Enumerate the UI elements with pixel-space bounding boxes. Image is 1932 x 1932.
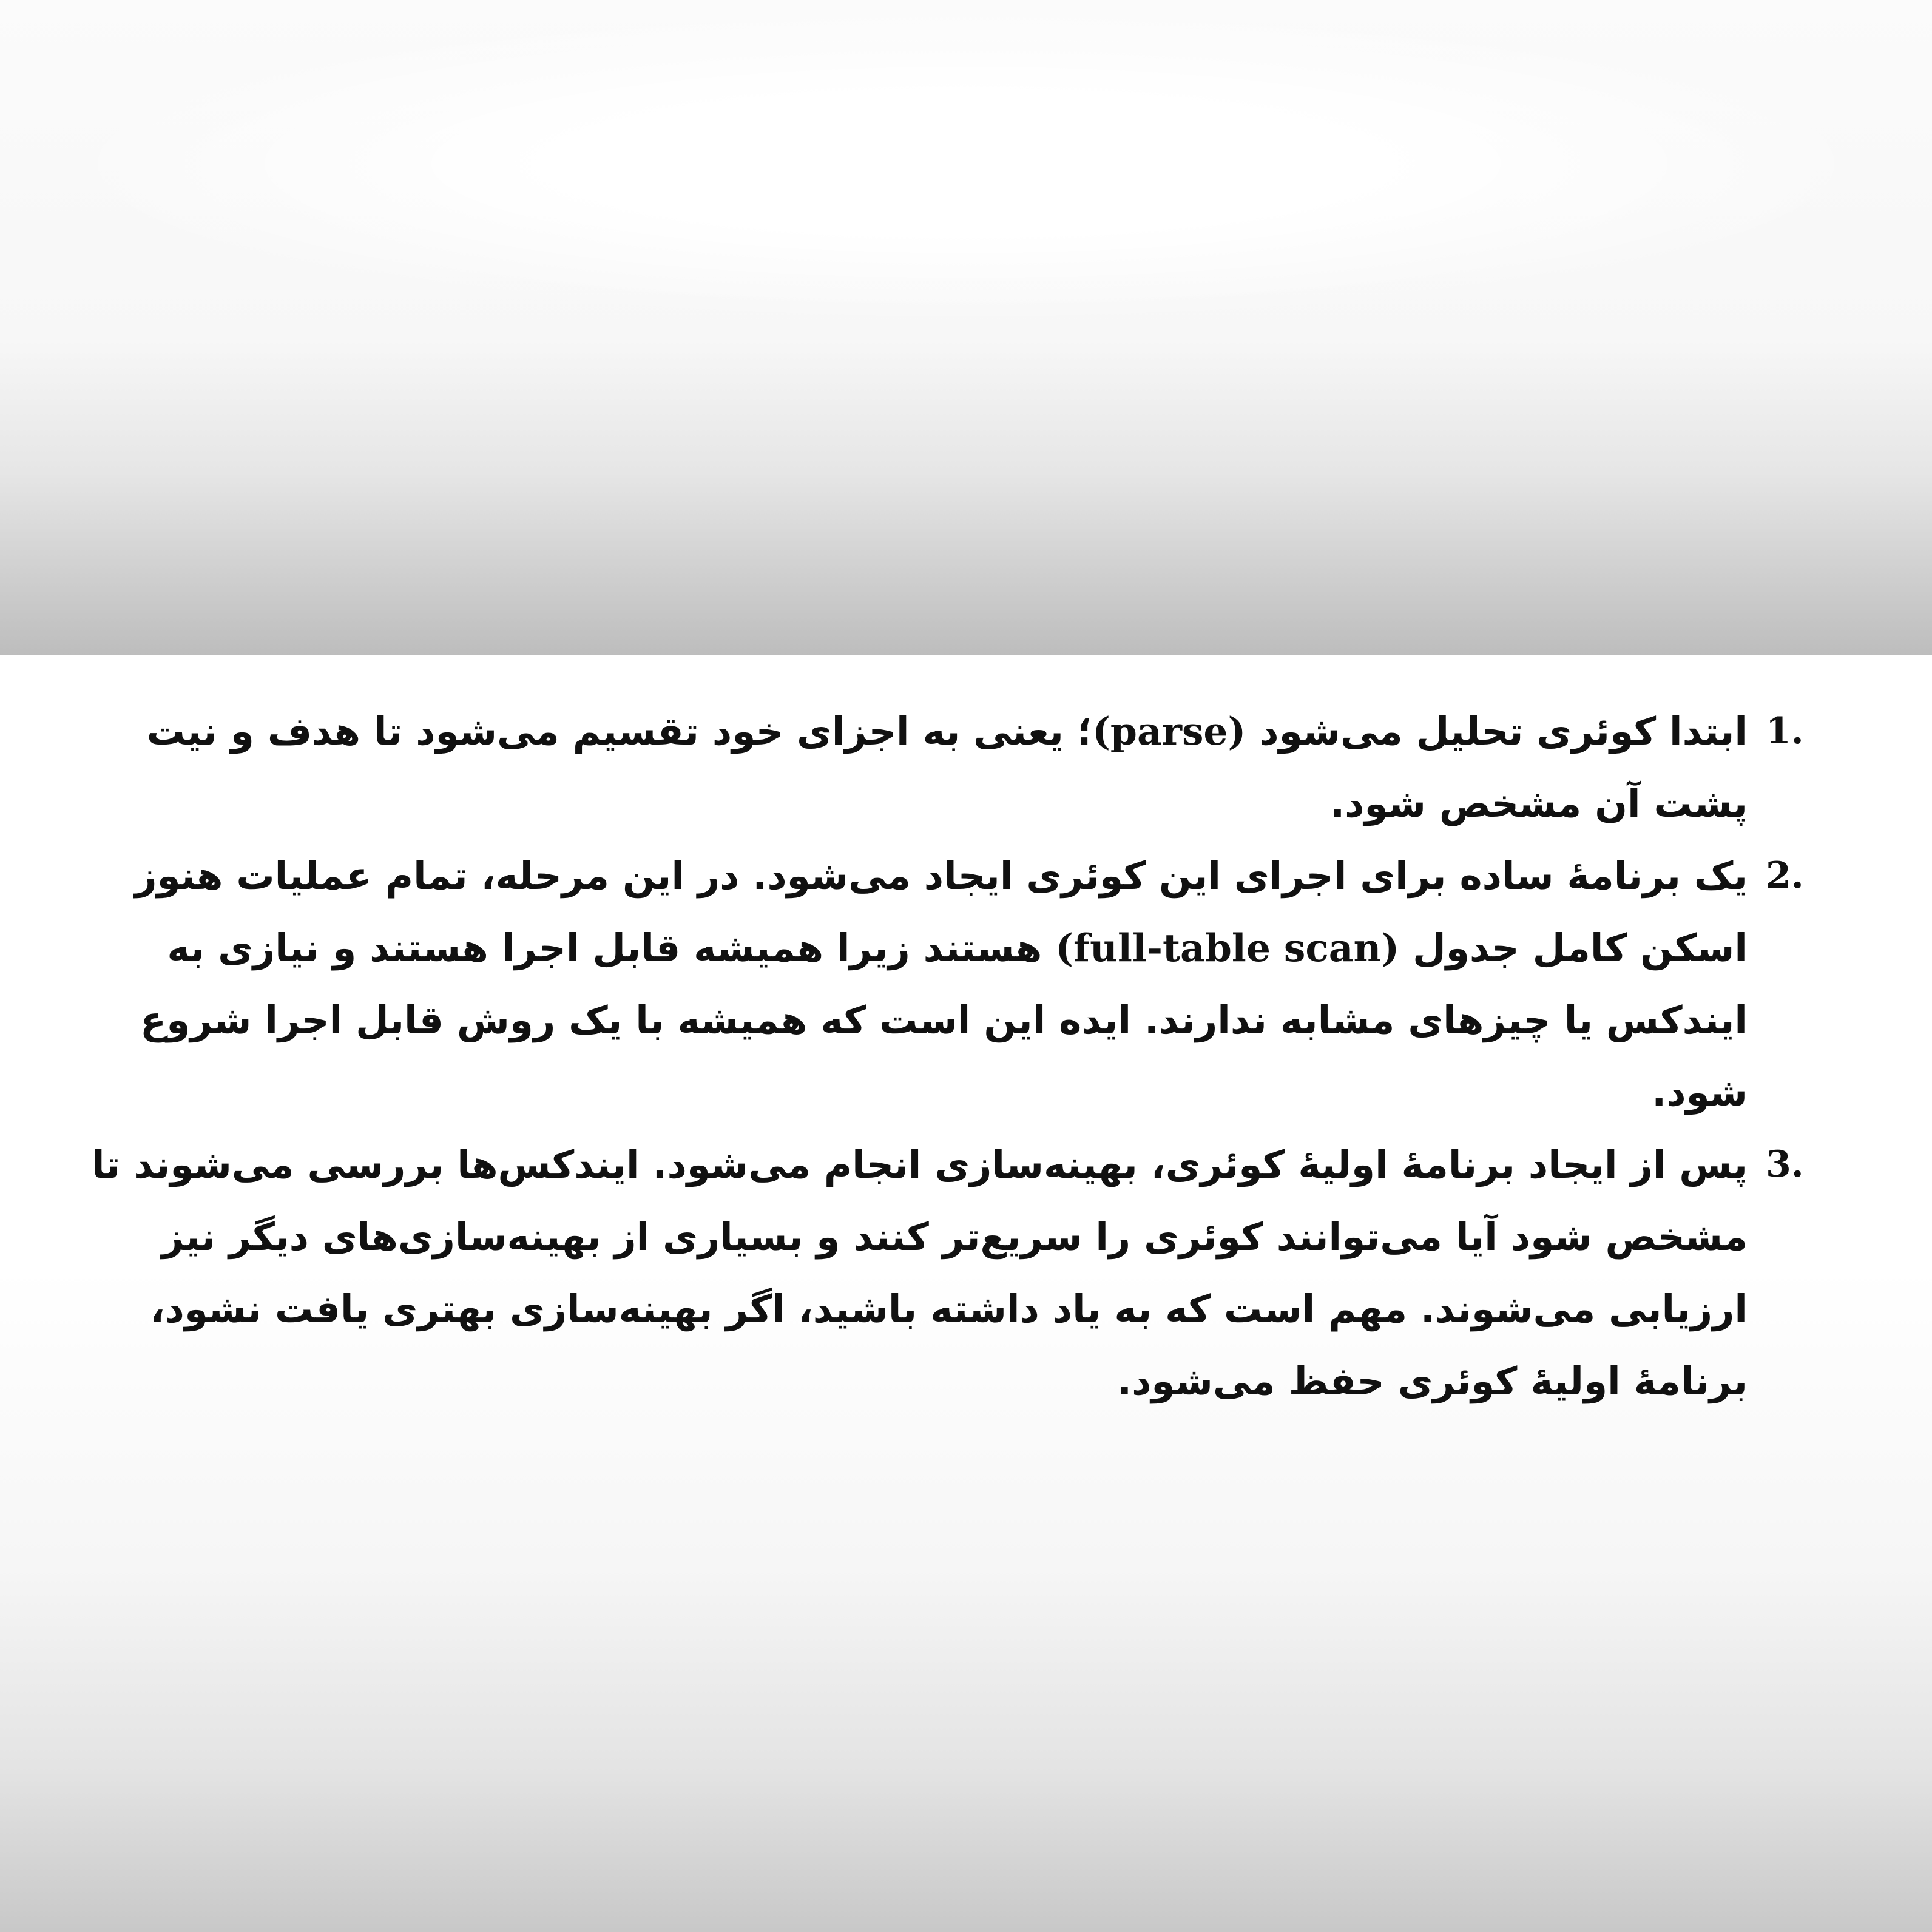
- list-item-number: 3.: [1766, 1143, 1804, 1186]
- list-item-term: (full-table scan): [1055, 925, 1400, 970]
- list-item-text: پس از ایجاد برنامهٔ اولیهٔ کوئری، بهینه‌سازی انجام می‌شود. ایندکس‌ها بررسی می‌شوند تا مشخص شود آیا می‌توانند کوئری را سریع‌تر کنند و بسیاری از بهینه‌سازی‌های دیگر نیز ارزیابی می‌شوند. مهم است که به یاد داشته باشید، اگر بهینه‌سازی بهتری یافت نشود، برنامهٔ اولیهٔ کوئری حفظ می‌شود.: [92, 1143, 1748, 1403]
- numbered-list: [63, 695, 1820, 1417]
- list-item: [63, 1129, 1804, 1417]
- page-top-shadow: [0, 0, 1932, 655]
- list-item-text: ؛ یعنی به اجزای خود تقسیم می‌شود تا هدف و نیت پشت آن مشخص شود.: [146, 709, 1748, 826]
- list-item: [63, 695, 1804, 840]
- list-item-number: 2.: [1766, 854, 1804, 897]
- list-item-number: 1.: [1766, 710, 1804, 752]
- list-item: [63, 840, 1804, 1129]
- list-item-text: ابتدا کوئری تحلیل می‌شود: [1246, 709, 1748, 754]
- list-item-term: (parse): [1092, 709, 1246, 754]
- list-item-text: هستند زیرا همیشه قابل اجرا هستند و نیازی به ایندکس یا چیزهای مشابه ندارند. ایده این است که همیشه با یک روش قابل اجرا شروع شود.: [140, 926, 1748, 1115]
- list-item-text: یک برنامهٔ ساده برای اجرای این کوئری ایجاد می‌شود. در این مرحله، تمام عملیات هنوز اسکن کامل جدول: [135, 854, 1748, 970]
